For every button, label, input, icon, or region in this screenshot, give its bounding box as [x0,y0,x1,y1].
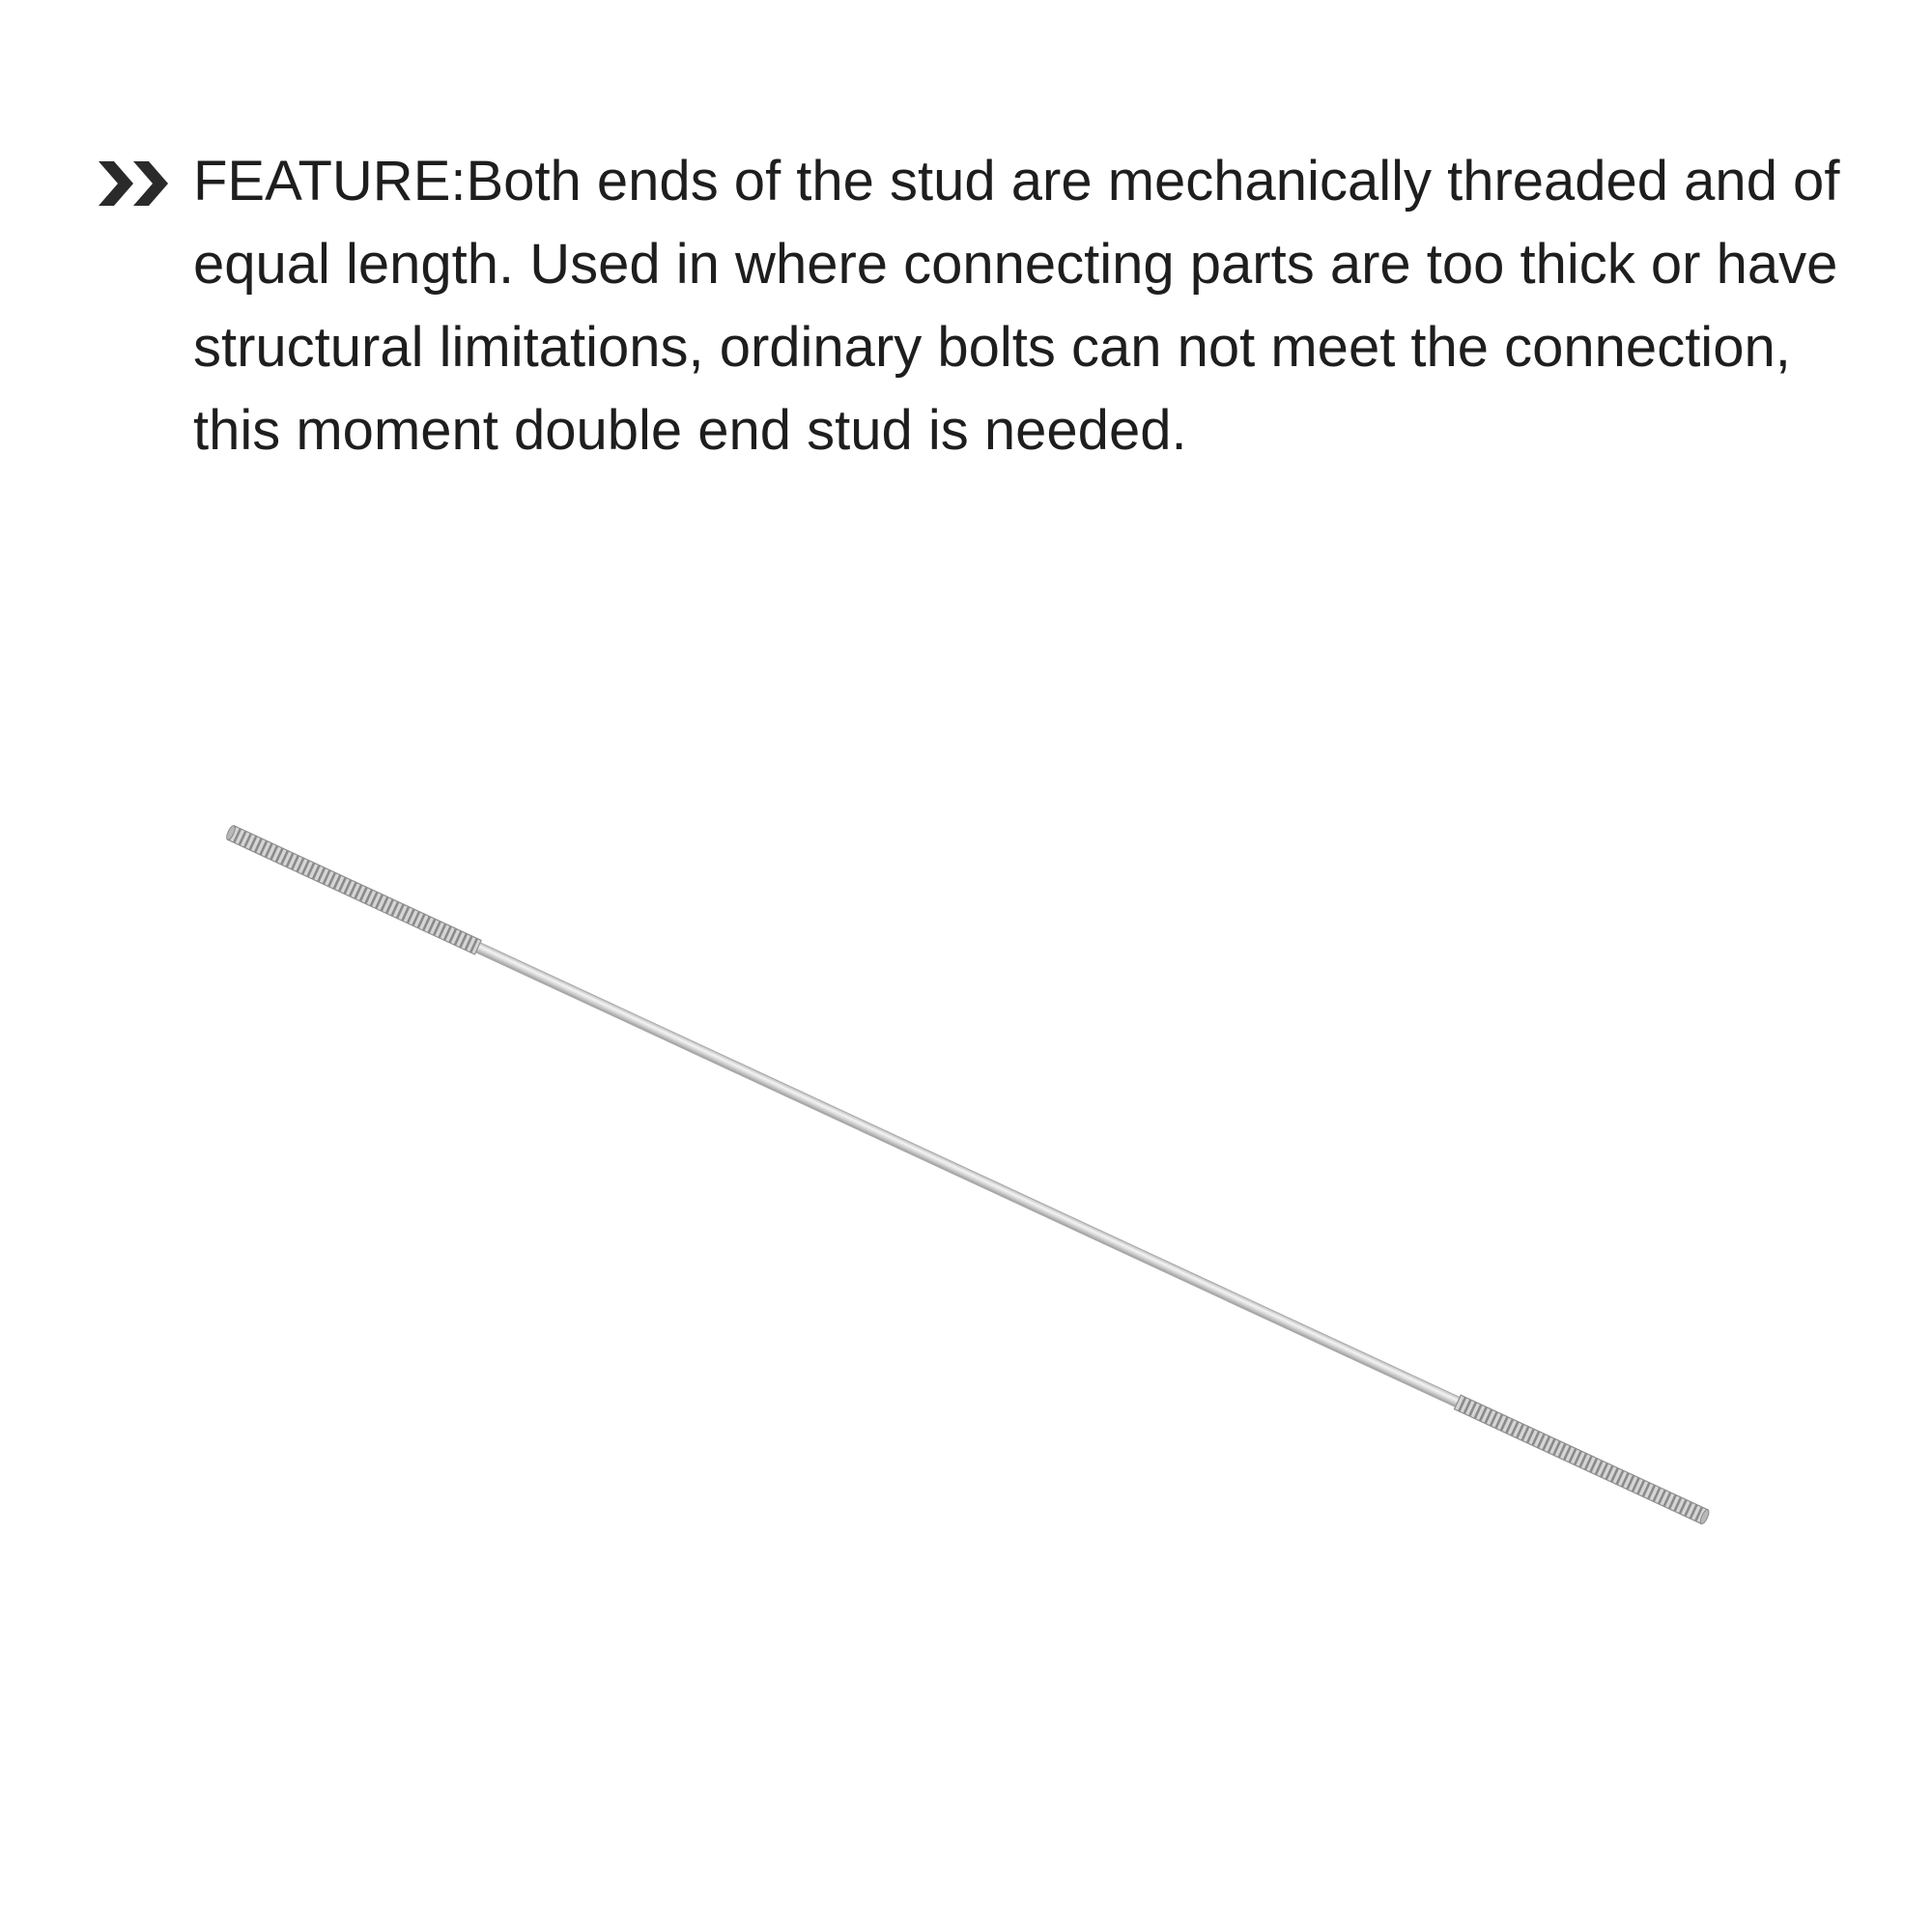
stud-thread-left [228,826,482,954]
double-chevron-right-icon [97,159,172,208]
feature-text: FEATURE:Both ends of the stud are mechanically threaded and of equal length. Used in where connecting parts are too thick or have structural limitations, ordinary bolts can not meet the connection, this moment double end stud is needed. [193,150,1840,462]
stud-thread-right [1454,1395,1708,1523]
feature-block [97,140,1893,472]
